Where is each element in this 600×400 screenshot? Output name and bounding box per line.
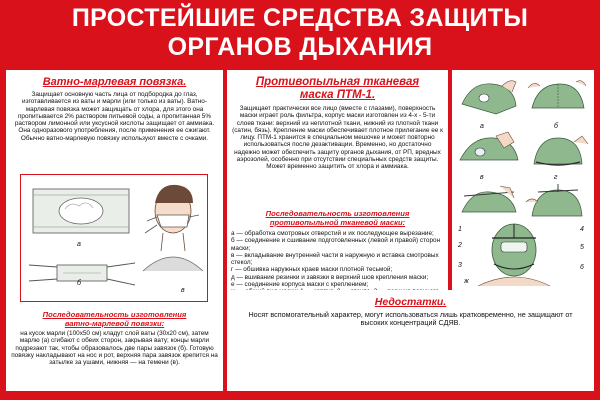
gauze-step-c-illustration	[139, 181, 205, 293]
gauze-bandage-panel	[6, 70, 223, 391]
ptm-sequence-heading-line-2: противопыльной тканевой маски:	[269, 217, 406, 227]
gauze-sequence-heading-line-2: ватно-марлевой повязки:	[64, 318, 165, 328]
callout-4: 4	[580, 226, 584, 233]
flaws-text: Носят вспомогательный характер, могут использоваться лишь кратковременно, не защищают от высоких концентраций СДЯВ.	[248, 310, 573, 328]
ptm-step-b-illustration	[524, 74, 590, 122]
gauze-step-b-illustration	[27, 253, 137, 293]
gauze-description: Защищает основную часть лица от подбородка до глаз, изготавливается из ваты и марли (или только из ваты). Ватно-марлевая повязка может защищать от хлора, для этого она пропитывается 2% раствором питьевой соды, а пропитанная 5% раствором лимонной или уксусной кислоты защищает от аммиака. Она одноразового употребления, после применения ее сжигают. Обычно ватно-марлевую повязку используют вместе с очками.	[14, 91, 215, 142]
poster-title	[0, 4, 600, 62]
ptm-step: е — соединение корпуса маски с креплением;	[231, 281, 369, 289]
gauze-heading: Ватно-марлевая повязка.	[42, 76, 187, 88]
ptm-heading-line-1: Противопыльная тканевая	[255, 76, 420, 88]
ptm-sequence-heading-line-1: Последовательность изготовления	[265, 209, 410, 218]
ptm-fig-label-a: а	[480, 123, 484, 130]
gauze-sequence-heading-line-1: Последовательность изготовления	[42, 310, 187, 319]
ptm-fig-label-d: г	[554, 174, 558, 181]
gauze-fig-label-c: в	[181, 287, 185, 294]
ptm-fig-label-c: в	[480, 174, 484, 181]
gauze-illustration	[20, 174, 208, 302]
gauze-sequence-text: на кусок марли (100х50 см) кладут слой ваты (30х20 см), затем марлю (а) сгибают с обеих сторон, закрывая вату; концы марли подрезают так, чтобы образовалось две пары завязок (б). Готовую повязку накладывают на нос и рот, верхняя пара завязок крепится на затылке за ушами, нижняя — на темени (в).	[11, 330, 218, 367]
ptm-step: д — вшивание резинки и завязки в верхний шов крепления маски;	[231, 273, 429, 281]
ptm-step: а — обработка смотровых отверстий и их последующее вырезание;	[231, 230, 434, 237]
flaws-heading: Недостатки.	[374, 296, 447, 308]
ptm-sequence-heading	[227, 210, 448, 227]
callout-6: 6	[580, 264, 584, 271]
gauze-fig-label-b: б	[77, 280, 81, 287]
ptm-callouts	[452, 222, 594, 288]
ptm-step: г — обшивка наружных краев маски плотной тесьмой;	[231, 266, 393, 274]
ptm-step-c-illustration	[456, 130, 522, 174]
callout-2: 2	[458, 242, 462, 249]
ptm-fig-label-g: ж	[464, 278, 469, 285]
flaws-block	[227, 290, 594, 391]
poster-title-line-1: ПРОСТЕЙШИЕ СРЕДСТВА ЗАЩИТЫ	[71, 4, 529, 32]
ptm-step: б — соединение и сшивание подготовленных (левой и правой) сторон маски;	[231, 237, 441, 252]
ptm-heading-line-2: маска ПТМ-1.	[299, 89, 376, 101]
ptm-step-d-illustration	[524, 130, 590, 174]
ptm-fig-label-b: б	[554, 123, 558, 130]
gauze-step-a-illustration	[31, 183, 131, 241]
gauze-sequence-heading	[6, 311, 223, 328]
ptm-step: в — вкладывание внутренней части в наружную и вставка смотровых стекол;	[231, 251, 439, 267]
callout-1: 1	[458, 226, 462, 233]
ptm-heading	[227, 76, 448, 102]
ptm-step-a-illustration	[456, 74, 522, 122]
callout-5: 5	[580, 244, 584, 251]
callout-3: 3	[458, 262, 462, 269]
ptm-description: Защищает практически все лицо (вместе с глазами), поверхность маски играет роль фильтра, корпус маски изготовлен из 4-х - 5-ти слоев ткани: верхний из неплотной ткани, нижний из плотной ткани (сатин, бязь). Крепление маски обеспечивает плотное прилегание ее к лицу. ПТМ-1 хранится в специальном мешочке и может повторно использоваться после дезактивации. Временно, но достаточно надежно может обеспечить защиту органов дыхания, от РП, вредных аэрозолей, особенно при отсутствии специальных средств защиты. Может временно защитить от хлора и аммиака.	[232, 105, 443, 171]
gauze-fig-label-a: а	[77, 241, 81, 248]
poster-title-line-2: ОРГАНОВ ДЫХАНИЯ	[167, 33, 433, 61]
